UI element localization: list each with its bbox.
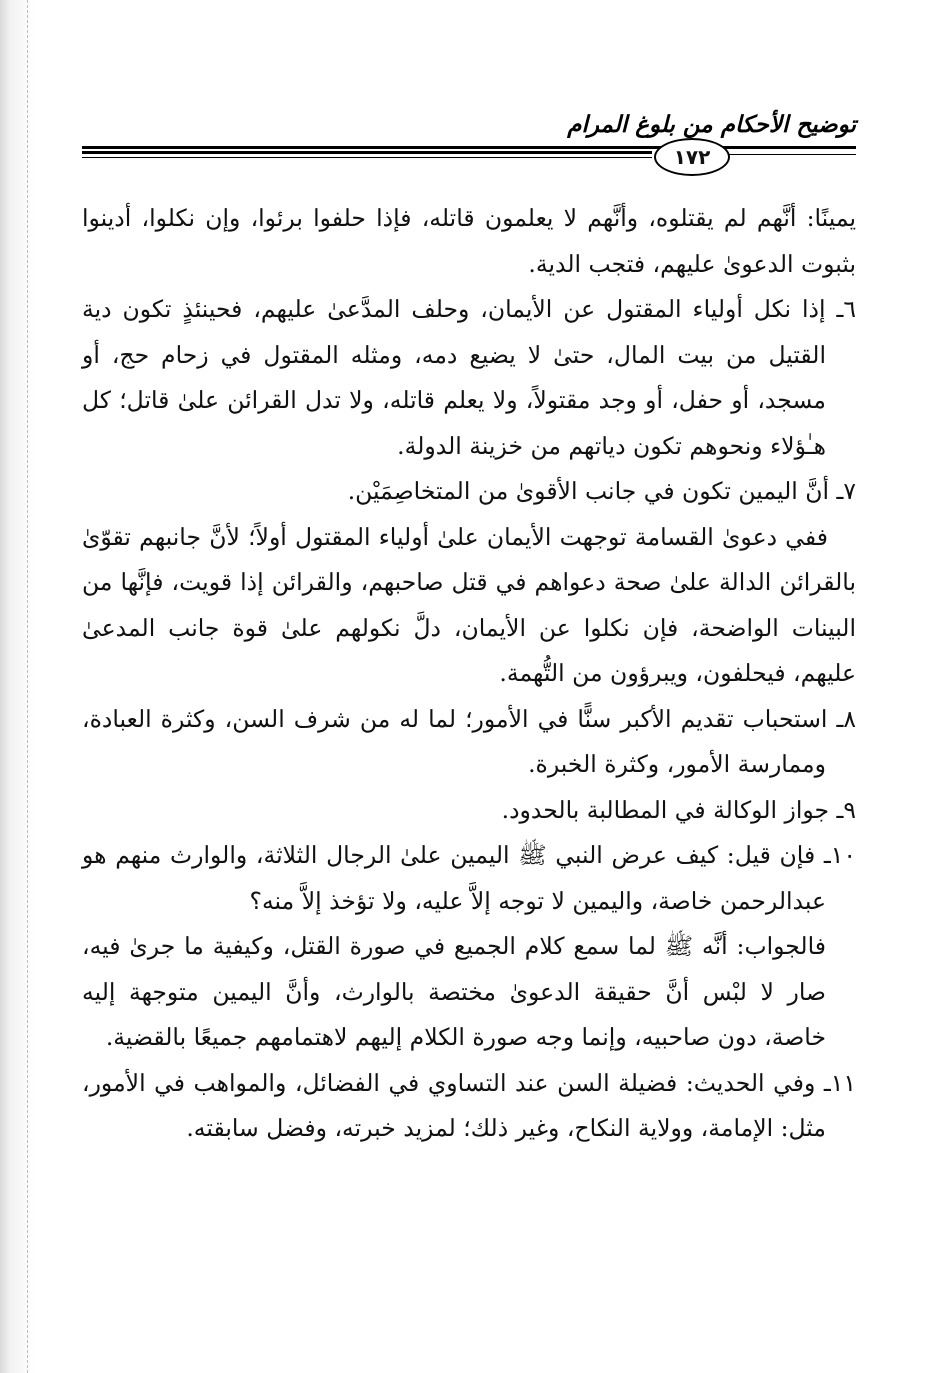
answer-paragraph: فالجواب: أنَّه ﷺ لما سمع كلام الجميع في صورة القتل، وكيفية ما جرىٰ فيه، صار لا لبْس أنَّ حقيقة الدعوىٰ مختصة بالوارث، وأنَّ اليمين متوجهة إليه خاصة، دون صاحبيه، وإنما وجه صورة الكلام إليهم لاهتمامهم جميعًا بالقضية. [82,932,826,1051]
list-item-11: ١١ـ وفي الحديث: فضيلة السن عند التساوي في الفضائل، والمواهب في الأمور، مثل: الإمامة، وولاية النكاح، وغير ذلك؛ لمزيد خبرته، وفضل سابقته. [82,1068,856,1142]
list-item-7: ٧ـ أنَّ اليمين تكون في جانب الأقوىٰ من المتخاصِمَيْن. [347,477,856,505]
running-title: توضيح الأحكام من بلوغ المرام [567,112,856,138]
page-header [82,108,856,188]
list-item-9: ٩ـ جواز الوكالة في المطالبة بالحدود. [501,795,856,824]
list-item-6: ٦ـ إذا نكل أولياء المقتول عن الأيمان، وحلف المدَّعىٰ عليهم، فحينئذٍ تكون دية القتيل من بيت المال، حتىٰ لا يضيع دمه، ومثله المقتول في زحام حج، أو مسجد، أو حفل، أو وجد مقتولاً، ولا يعلم قاتله، ولا تدل القرائن علىٰ قاتل؛ كل هـٰؤلاء ونحوهم تكون دياتهم من خزينة الدولة. [82,295,856,460]
paragraph-continued: يمينًا: أنَّهم لم يقتلوه، وأنَّهم لا يعلمون قاتله، فإذا حلفوا برئوا، وإن نكلوا، أدينوا بثبوت الدعوىٰ عليهم، فتجب الدية. [82,204,856,278]
binding-shadow [0,0,34,1373]
header-rule [82,146,856,149]
page-body [82,196,856,1152]
header-rule-thin-right [726,154,856,155]
paragraph-qasama: ففي دعوىٰ القسامة توجهت الأيمان علىٰ أولياء المقتول أولاً؛ لأنَّ جانبهم تقوّىٰ بالقرائن الدالة علىٰ صحة دعواهم في قتل صاحبهم، والقرائن إذا قويت، فإنَّها من البينات الواضحة، فإن نكلوا عن الأيمان، دلَّ نكولهم علىٰ قوة جانب المدعىٰ عليهم، فيحلفون، ويبرؤون من التُّهمة. [82,522,856,687]
header-rule-left [82,151,652,154]
list-item-8: ٨ـ استحباب تقديم الأكبر سنًّا في الأمور؛ لما له من شرف السن، وكثرة العبادة، وممارسة الأمور، وكثرة الخبرة. [82,704,856,778]
page-number-badge: ١٧٢ [654,138,730,176]
list-item-10: ١٠ـ فإن قيل: كيف عرض النبي ﷺ اليمين علىٰ الرجال الثلاثة، والوارث منهم هو عبدالرحمن خاصة، واليمين لا توجه إلاَّ عليه، ولا تؤخذ إلاَّ منه؟ [82,841,856,915]
header-rule-left-thin [82,157,652,158]
